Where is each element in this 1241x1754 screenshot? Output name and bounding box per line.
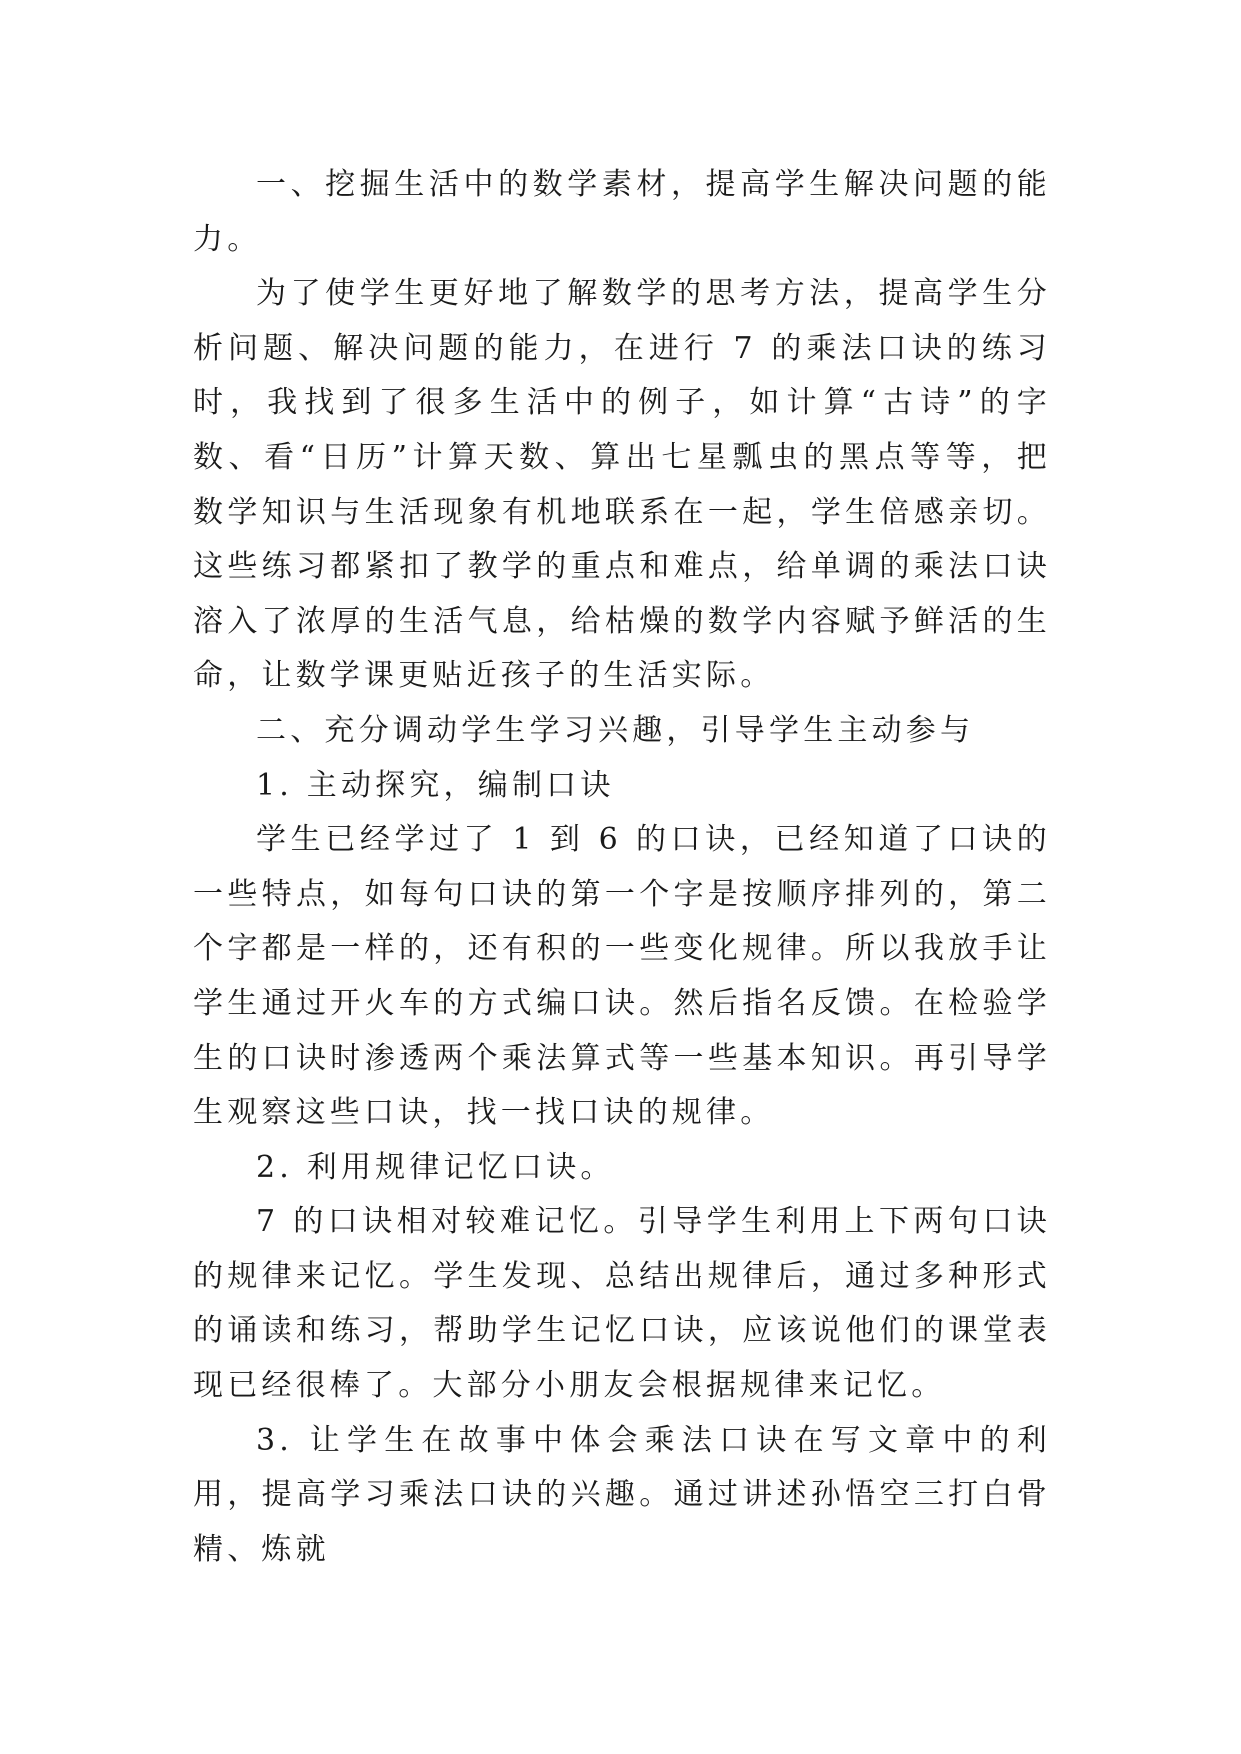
- body-paragraph: 7 的口诀相对较难记忆。引导学生利用上下两句口诀的规律来记忆。学生发现、总结出规律后，通过多种形式的诵读和练习，帮助学生记忆口诀，应该说他们的课堂表现已经很棒了。大部分小朋友会根据规律来记忆。: [193, 1204, 1051, 1404]
- subheading-1: 1. 主动探究，编制口诀: [256, 767, 615, 803]
- section-heading-2: 二、充分调动学生学习兴趣，引导学生主动参与: [256, 712, 975, 748]
- section-heading-1: 一、挖掘生活中的数学素材，提高学生解决问题的能力。: [193, 167, 1051, 257]
- subheading-3: 3. 让学生在故事中体会乘法口诀在写文章中的利用，提高学习乘法口诀的兴趣。通过讲述孙悟空三打白骨精、炼就: [193, 1422, 1051, 1567]
- subheading-2: 2. 利用规律记忆口诀。: [256, 1149, 615, 1185]
- document-body: [193, 158, 1051, 1577]
- body-paragraph: 学生已经学过了 1 到 6 的口诀，已经知道了口诀的一些特点，如每句口诀的第一个字是按顺序排列的，第二个字都是一样的，还有积的一些变化规律。所以我放手让学生通过开火车的方式编口诀。然后指名反馈。在检验学生的口诀时渗透两个乘法算式等一些基本知识。再引导学生观察这些口诀，找一找口诀的规律。: [193, 822, 1051, 1131]
- body-paragraph: 为了使学生更好地了解数学的思考方法，提高学生分析问题、解决问题的能力，在进行 7 的乘法口诀的练习时，我找到了很多生活中的例子，如计算“古诗”的字数、看“日历”计算天数、算出七星瓢虫的黑点等等，把数学知识与生活现象有机地联系在一起，学生倍感亲切。这些练习都紧扣了教学的重点和难点，给单调的乘法口诀溶入了浓厚的生活气息，给枯燥的数学内容赋予鲜活的生命，让数学课更贴近孩子的生活实际。: [193, 276, 1051, 694]
